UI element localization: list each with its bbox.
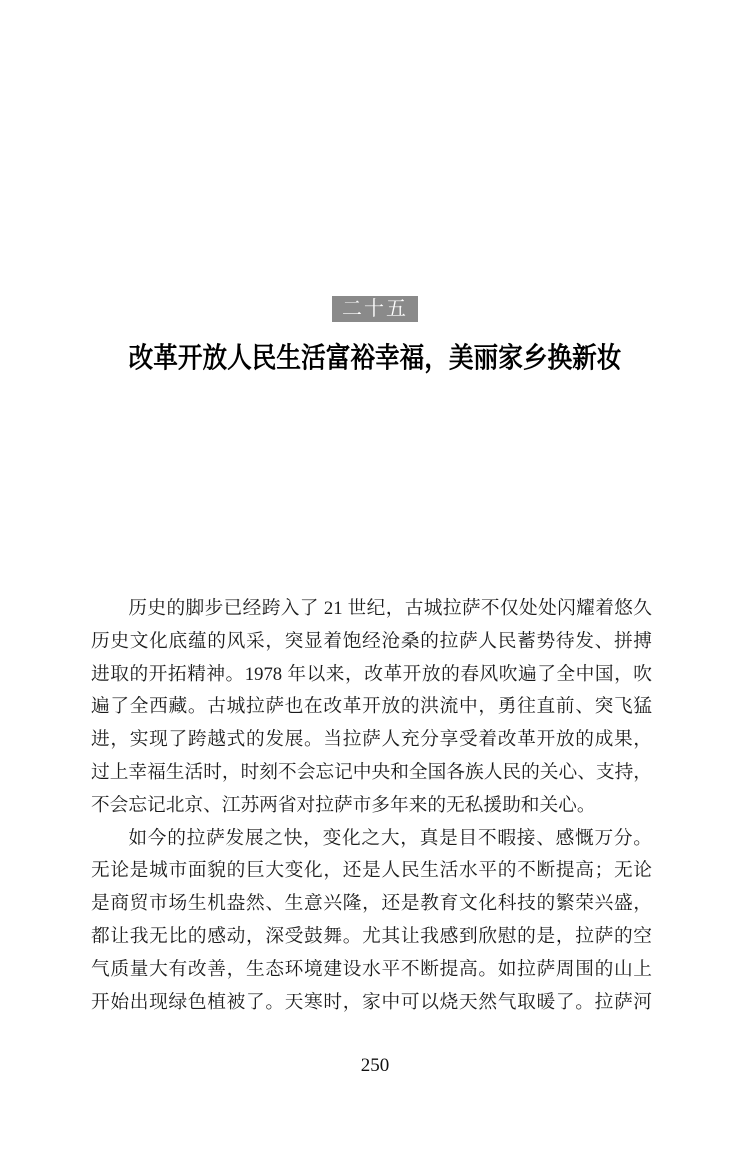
- text-line: 不会忘记北京、江苏两省对拉萨市多年来的无私援助和关心。: [91, 794, 596, 816]
- page-number: 250: [360, 1055, 390, 1076]
- text-line: 进取的开拓精神。1978 年以来，改革开放的春风吹遍了全中国，吹: [91, 663, 652, 685]
- text-line: 是商贸市场生机盎然、生意兴隆，还是教育文化科技的繁荣兴盛，: [91, 893, 652, 915]
- body-text: [91, 593, 652, 1019]
- text-line: 历史文化底蕴的风采，突显着饱经沧桑的拉萨人民蓄势待发、拼搏: [91, 630, 652, 652]
- text-line: 遍了全西藏。古城拉萨也在改革开放的洪流中，勇往直前、突飞猛: [91, 696, 652, 718]
- text-line: 气质量大有改善，生态环境建设水平不断提高。如拉萨周围的山上: [91, 958, 652, 980]
- chapter-title: 改革开放人民生活富裕幸福，美丽家乡换新妆: [128, 343, 622, 374]
- text-line: 无论是城市面貌的巨大变化，还是人民生活水平的不断提高；无论: [91, 860, 652, 882]
- text-line: 历史的脚步已经跨入了 21 世纪，古城拉萨不仅处处闪耀着悠久: [128, 598, 652, 619]
- text-line: 开始出现绿色植被了。天寒时，家中可以烧天然气取暖了。拉萨河: [91, 991, 652, 1013]
- text-line: 进，实现了跨越式的发展。当拉萨人充分享受着改革开放的成果，: [91, 729, 652, 751]
- text-line: 如今的拉萨发展之快，变化之大，真是目不暇接、感慨万分。: [128, 827, 652, 849]
- text-line: 过上幸福生活时，时刻不会忘记中央和全国各族人民的关心、支持，: [91, 761, 652, 783]
- chapter-number-badge: 二十五: [332, 296, 418, 322]
- text-line: 都让我无比的感动，深受鼓舞。尤其让我感到欣慰的是，拉萨的空: [91, 925, 652, 947]
